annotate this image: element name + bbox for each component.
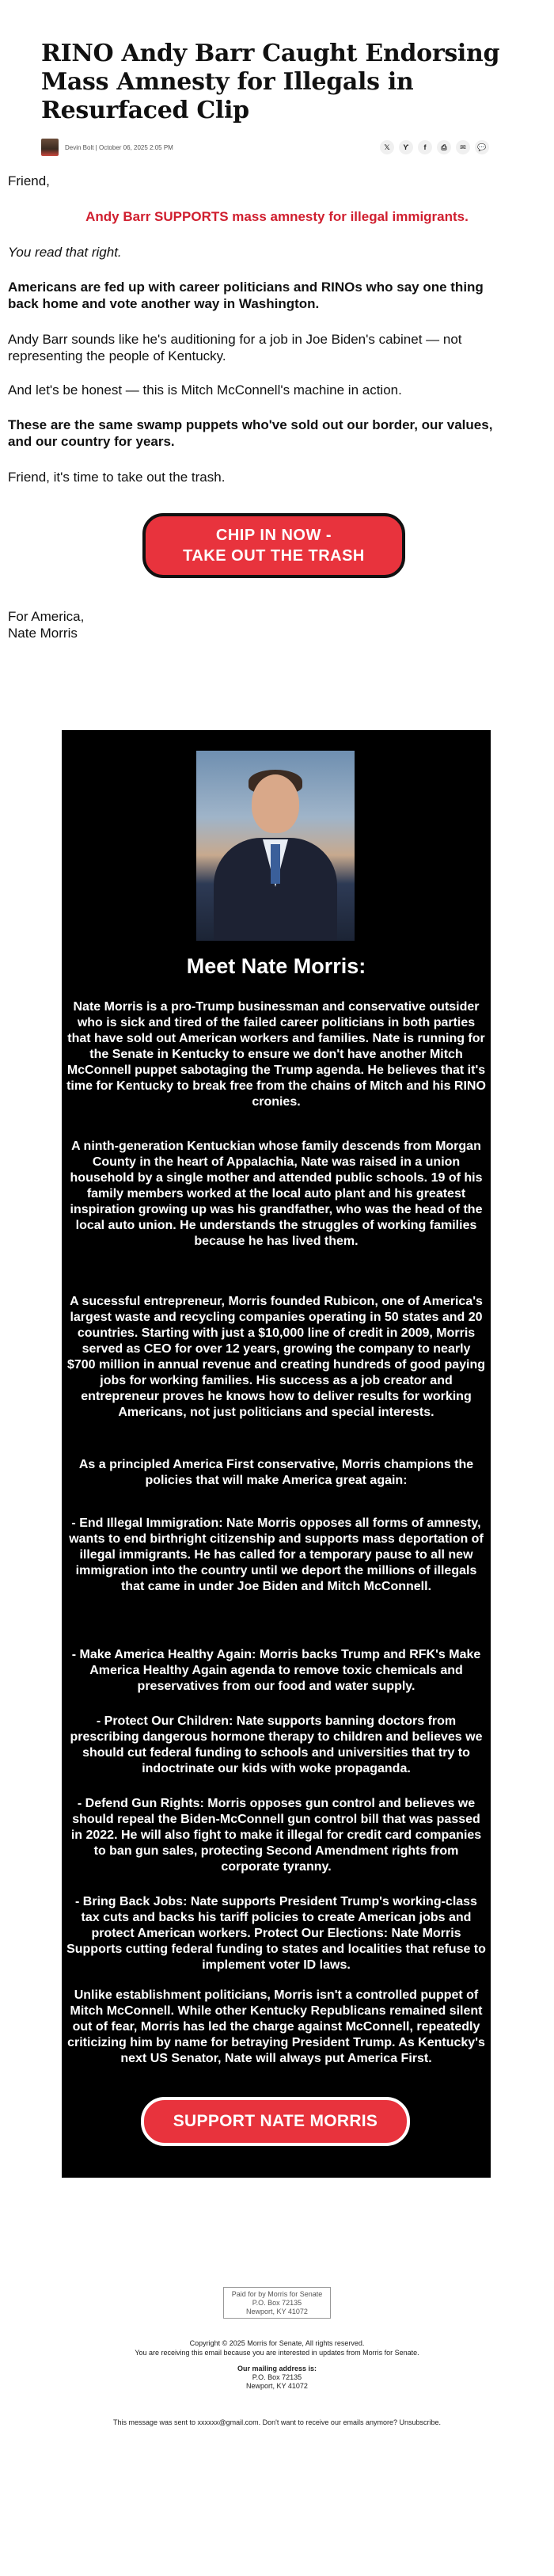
candidate-bio-box [62, 730, 491, 2178]
bio-paragraph-closing: Unlike establishment politicians, Morris isn't a controlled puppet of Mitch McConnell. While other Kentucky Republicans remained silent out of fear, Morris has led the charge against McConnell, repeatedly criticizing him by name for betraying President Trump. As Kentucky's next US Senator, Nate will always put America First. [67, 1988, 485, 2065]
bio-policy-guns: - Defend Gun Rights: Morris opposes gun control and believes we should repeal the Biden-McConnell gun control bill that was passed in 2022. He will also fight to make it illegal for credit card companies to ban gun sales, protecting Second Amendment rights from corporate tyranny. [70, 1797, 482, 1874]
bio-title: Meet Nate Morris: [186, 954, 366, 978]
paragraph-take-out-trash: Friend, it's time to take out the trash. [8, 470, 226, 485]
facebook-share-icon[interactable]: f [418, 140, 432, 154]
bio-paragraph: Nate Morris is a pro-Trump businessman and conservative outsider who is sick and tired of the failed career politicians in both parties that have sold out American workers and families. Nate is running for the Senate in Kentucky to ensure we don't have another Mitch McConnell puppet sabotaging the Trump agenda. He believes that it's time for Kentucky to break free from the chains of Mitch and his RINO cronies. [66, 1000, 486, 1109]
bio-policy-immigration: - End Illegal Immigration: Nate Morris opposes all forms of amnesty, wants to end birthright citizenship and supports mass deportation of illegal immigrants. He has called for a temporary pause to all new immigration into the country until we deport the millions of illegals that came in under Joe Biden and Mitch McConnell. [69, 1516, 484, 1593]
paid-for-disclaimer [223, 2287, 331, 2319]
print-icon[interactable]: ⎙ [437, 140, 451, 154]
share-icons [380, 140, 489, 154]
italic-line: You read that right. [8, 245, 122, 260]
signoff-name: Nate Morris [8, 626, 78, 641]
paid-line: P.O. Box 72135 [252, 2299, 302, 2307]
red-headline: Andy Barr SUPPORTS mass amnesty for illegal immigrants. [85, 209, 469, 224]
mailing-address-label: Our mailing address is: [237, 2365, 317, 2372]
chip-in-label-line1: CHIP IN NOW - [215, 527, 332, 544]
comment-icon[interactable]: 💬 [475, 140, 489, 154]
copyright-text: Copyright © 2025 Morris for Senate, All rights reserved. [189, 2339, 365, 2347]
paragraph-swamp-puppets: These are the same swamp puppets who've sold out our border, our values, and our country for years. [8, 417, 493, 449]
email-share-icon[interactable]: ✉ [456, 140, 470, 154]
bio-paragraph: A sucessful entrepreneur, Morris founded Rubicon, one of America's largest waste and recycling companies operating in 50 states and 20 countries. Starting with just a $10,000 line of credit in 2009, Morris served as CEO for over 12 years, growing the company to nearly $700 million in annual revenue and creating hundreds of good paying jobs for working families. His success as a job creator and entrepreneur proves he knows how to deliver results for working Americans, not just politicians and special interests. [66, 1295, 486, 1419]
byline-row [41, 136, 513, 158]
chip-in-label-line2: TAKE OUT THE TRASH [183, 547, 365, 565]
bio-paragraph: As a principled America First conservative, Morris champions the policies that will make America great again: [78, 1458, 474, 1487]
author-avatar [41, 139, 59, 156]
x-share-icon[interactable]: 𝕏 [380, 140, 394, 154]
bio-policy-jobs: - Bring Back Jobs: Nate supports President Trump's working-class tax cuts and backs his tariff policies to create American jobs and protect American workers. Protect Our Elections: Nate Morris Supports cutting federal funding to states and localities that refuse to implement voter ID laws. [66, 1895, 486, 1972]
byline [41, 139, 173, 156]
unsubscribe-text[interactable]: This message was sent to xxxxxx@gmail.com. Don't want to receive our emails anymore? Unsubscribe. [112, 2418, 441, 2426]
support-nate-morris-button[interactable]: SUPPORT NATE MORRIS [141, 2097, 410, 2146]
signoff-line1: For America, [8, 609, 85, 624]
byline-text: Devin Bolt | October 06, 2025 2:05 PM [65, 143, 173, 151]
paid-line: Newport, KY 41072 [246, 2308, 308, 2315]
article-headline: RINO Andy Barr Caught Endorsing Mass Amnesty for Illegals in Resurfaced Clip [41, 40, 500, 124]
bluesky-share-icon[interactable]: ϒ [399, 140, 413, 154]
paragraph-mcconnell-machine: And let's be honest — this is Mitch McConnell's machine in action. [8, 382, 402, 398]
article-header [0, 0, 554, 158]
paragraph-career-politicians: Americans are fed up with career politicians and RINOs who say one thing back home and vote another way in Washington. [8, 280, 484, 311]
receiving-reason: You are receiving this email because you are interested in updates from Morris for Senate. [135, 2349, 419, 2357]
paragraph-barr-cabinet: Andy Barr sounds like he's auditioning for a job in Joe Biden's cabinet — not representing the people of Kentucky. [8, 332, 462, 363]
paid-line: Paid for by Morris for Senate [231, 2290, 323, 2298]
chip-in-button[interactable] [142, 513, 405, 578]
bio-paragraph: A ninth-generation Kentuckian whose family descends from Morgan County in the heart of Appalachia, Nate was raised in a union household by a single mother and attended public schools. 19 of his family members worked at the local auto plant and his greatest inspiration growing up was his grandfather, who was the head of the local auto union. He understands the struggles of working families because he has lived them. [70, 1140, 483, 1248]
bio-policy-children: - Protect Our Children: Nate supports banning doctors from prescribing dangerous hormone therapy to children and believes we should cut federal funding to schools and universities that try to indoctrinate our kids with woke propaganda. [70, 1714, 483, 1775]
greeting: Friend, [8, 173, 50, 188]
bio-policy-health: - Make America Healthy Again: Morris backs Trump and RFK's Make America Healthy Again agenda to remove toxic chemicals and preservatives from our food and water supply. [71, 1648, 481, 1693]
candidate-portrait [196, 751, 355, 941]
mailing-address-line: Newport, KY 41072 [246, 2382, 308, 2390]
mailing-address-line: P.O. Box 72135 [252, 2373, 302, 2381]
